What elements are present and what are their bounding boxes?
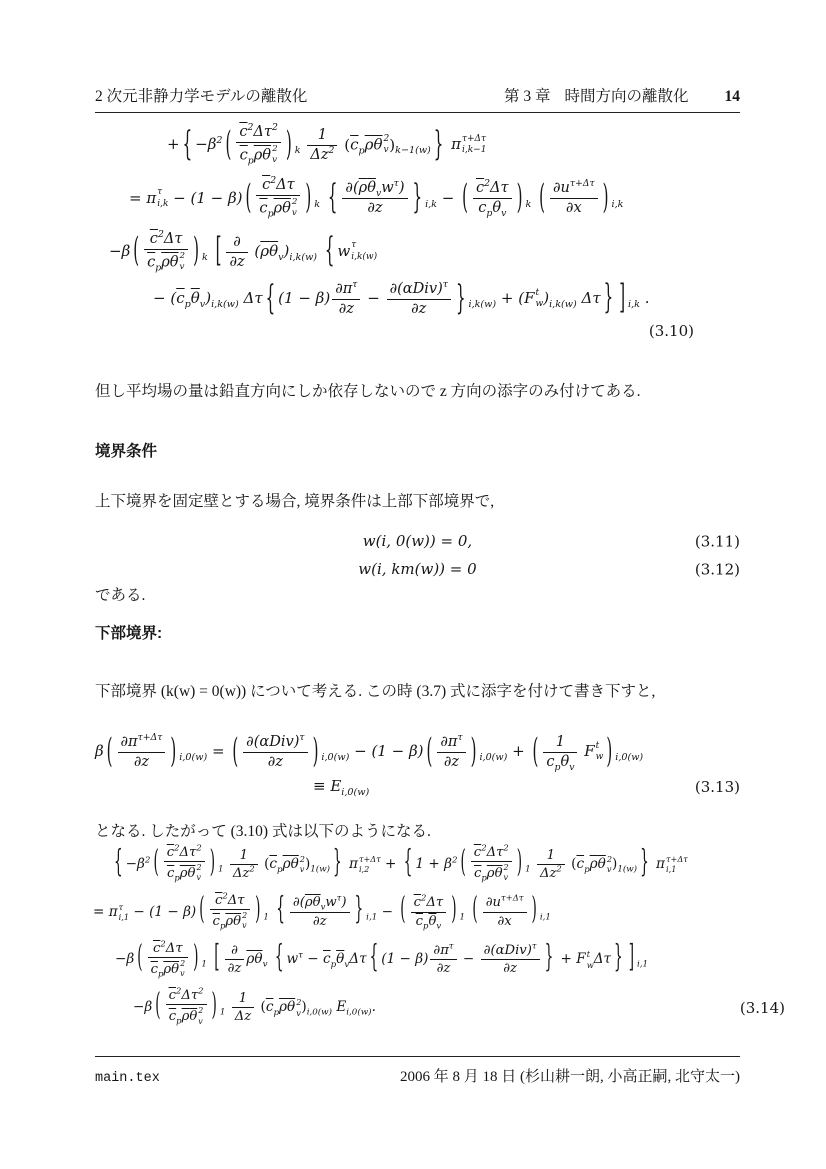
running-head-chapter: 第 3 章 — [503, 88, 551, 105]
running-head — [95, 84, 740, 113]
equation-3-14-line-4: −β ( $\overline{c}^2\Delta\tau^2$ $\overline{c}_p\overline{\rho}\overline{\theta}$ 2 v ) $_1$ $\frac{1}{\Delta z}$ ( $\overline{c}_p\overline{\rho}\overline{\theta}$ 2 v ) $_{i,0(w)}$ $E_{i,0(w)}$. — [133, 985, 376, 1026]
equation-number-3-13: (3.13) — [694, 778, 740, 797]
paragraph-tonaru: となる. したがって (3.10) 式は以下のようになる. — [95, 823, 431, 840]
section-heading-boundary-conditions: 境界条件 — [95, 443, 158, 460]
equation-3-11-body: w(i, 0(w)) = 0, — [362, 532, 473, 550]
equation-3-12-body: w(i, km(w)) = 0 — [358, 560, 477, 578]
equation-3-14-line-2: = π τ i,1 − (1 − β) ( $\overline{c}^2\Delta\tau$ $\overline{c}_p\overline{\rho}\overline{\theta}$ 2 v ) $_1$ { $\frac{\partial(\overline{\rho}\overline{\theta}_vw^\tau)}{\partial z}$ } $_{i,1}$ − ( $\frac{\overline{c}^2\Delta\tau}{\overline{c}_p\overline{\theta}_v}$ ) $_1$ ( $\frac{\partial u^{\tau+\Delta\tau}}{\partial x}$ ) $_{i,1}$ — [93, 890, 551, 931]
equation-3-13-line-1: β ( $\frac{\partial\pi^{\tau+\Delta\tau}}{\partial z}$ ) $_{i,0(w)}$ = ( $\frac{\partial(\alpha Div)^\tau}{\partial z}$ ) $_{i,0(w)}$ − (1 − β) ( $\frac{\partial\pi^\tau}{\partial z}$ ) $_{i,0(w)}$ + ( $\frac{1}{\overline{c}_p\overline{\theta}_v}$ F t w ) $_{i,0(w)}$ — [95, 730, 644, 773]
paragraph-dearu: である. — [95, 587, 146, 604]
equation-number-3-11: (3.11) — [694, 532, 740, 550]
paragraph-boundary-intro: 上下境界を固定壁とする場合, 境界条件は上部下部境界で, — [95, 493, 495, 510]
equation-3-12 — [95, 556, 740, 583]
equation-3-14-line-3: −β ( $\overline{c}^2\Delta\tau$ $\overline{c}_p\overline{\rho}\overline{\theta}$ 2 v ) $_1$ [ $\frac{\partial}{\partial z}$ $\overline{\rho}\overline{\theta}_v$ { $w^\tau - \overline{c}_p\overline{\theta}_v\Delta\tau$ { (1 − β) $\frac{\partial\pi^\tau}{\partial z}$ − $\frac{\partial(\alpha Div)^\tau}{\partial z}$ } + F t w Δτ } ] $_{i,1}$ — [115, 938, 649, 979]
equation-3-14-line-1: { $-\beta^2$ ( $\overline{c}^2\Delta\tau^2$ $\overline{c}_p\overline{\rho}\overline{\theta}$ 2 v ) $_1$ $\frac{1}{\Delta z^2}$ ( $\overline{c}_p\overline{\rho}\overline{\theta}$ 2 v ) $_{1(w)}$ } π τ+Δτ i,2 + { $1 + \beta^2$ ( $\overline{c}^2\Delta\tau^2$ $\overline{c}_p\overline{\rho}\overline{\theta}$ 2 v ) $_1$ $\frac{1}{\Delta z^2}$ ( $\overline{c}_p\overline{\rho}\overline{\theta}$ 2 v ) $_{1(w)}$ } π τ+Δτ i,1 — [114, 842, 688, 883]
equation-3-14 — [85, 842, 785, 1027]
paragraph-lower-boundary: 下部境界 (k(w) = 0(w)) について考える. この時 (3.7) 式に添字を付けて書き下すと, — [95, 683, 656, 700]
equation-number-3-12: (3.12) — [694, 560, 740, 578]
footer-filename: main.tex — [95, 1071, 160, 1086]
running-head-section: 2 次元非静力学モデルの離散化 — [95, 88, 308, 105]
equation-3-10 — [95, 124, 740, 340]
equation-3-10-line-1: + { $-\beta^2$ ( $\overline{c}^2\Delta\tau^2$ $\overline{c}_p\overline{\rho}\overline{\theta}$ 2 v ) $_k$ $\frac{1}{\Delta z^2}$ ( $\overline{c}_p\overline{\rho}\overline{\theta}$ 2 v ) $_{k-1(w)}$ } π τ+Δτ i,k−1 — [167, 122, 487, 166]
running-head-chapter-title: 時間方向の離散化 — [564, 88, 689, 105]
footer-date: 2006 年 8 月 18 日 (杉山耕一朗, 小高正嗣, 北守太一) — [400, 1069, 740, 1085]
footer — [95, 1056, 740, 1086]
equation-number-3-10: (3.10) — [648, 321, 694, 340]
section-heading-lower-boundary: 下部境界: — [95, 625, 163, 642]
page-number: 14 — [724, 88, 740, 105]
paragraph-note: 但し平均場の量は鉛直方向にしか依存しないので z 方向の添字のみ付けてある. — [95, 383, 641, 400]
equation-3-11 — [95, 528, 740, 555]
equation-3-10-line-3: −β ( $\overline{c}^2\Delta\tau$ $\overline{c}_p\overline{\rho}\overline{\theta}$ 2 v ) $_k$ [ $\frac{\partial}{\partial z}$ $(\overline{\rho}\overline{\theta}_v)_{i,k(w)}$ { w τ i,k(w) — [109, 228, 378, 273]
equation-3-13-line-2: ≡ $E_{i,0(w)}$ — [313, 777, 370, 799]
equation-3-13 — [95, 730, 740, 799]
equation-number-3-14: (3.14) — [739, 998, 785, 1017]
equations-3-11-3-12 — [95, 528, 740, 583]
equation-3-10-line-4: − $(\overline{c}_p\overline{\theta}_v)_{i,k(w)}$ Δτ { (1 − β) $\frac{\partial\pi^\tau}{\partial z}$ − $\frac{\partial(\alpha Div)^\tau}{\partial z}$ } $_{i,k(w)}$ + (F t w )$_{i,k(w)}$ Δτ } ] $_{i,k}$ . — [153, 276, 650, 318]
equation-3-10-line-2: = π τ i,k − (1 − β) ( $\overline{c}^2\Delta\tau$ $\overline{c}_p\overline{\rho}\overline{\theta}$ 2 v ) $_k$ { $\frac{\partial(\overline{\rho}\overline{\theta}_vw^\tau)}{\partial z}$ } $_{i,k}$ − ( $\frac{\overline{c}^2\Delta\tau}{\overline{c}_p\overline{\theta}_v}$ ) $_k$ ( $\frac{\partial u^{\tau+\Delta\tau}}{\partial x}$ ) $_{i,k}$ — [129, 175, 624, 220]
